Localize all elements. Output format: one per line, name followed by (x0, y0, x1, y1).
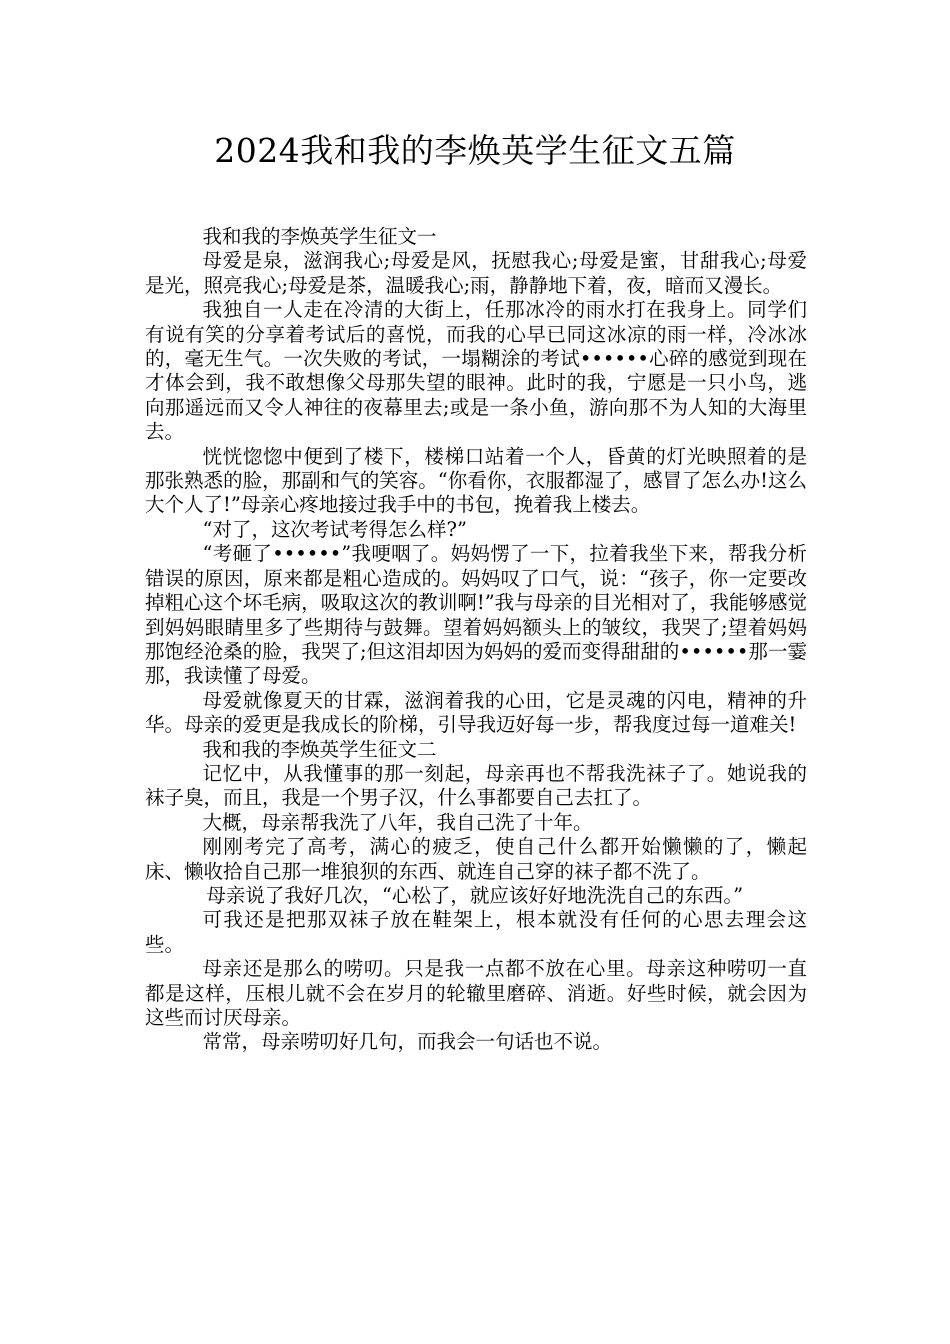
paragraph: 大概，母亲帮我洗了八年，我自己洗了十年。 (202, 810, 593, 834)
essay-heading-2: 我和我的李焕英学生征文二 (202, 737, 437, 761)
paragraph: “对了，这次考试考得怎么样?” (202, 517, 467, 541)
paragraph: 记忆中，从我懂事的那一刻起，母亲再也不帮我洗袜子了。她说我的袜子臭，而且，我是一个男子汉，什么事都要自己去扛了。 (145, 761, 807, 810)
paragraph: 刚刚考完了高考，满心的疲乏，使自己什么都开始懒懒的了，懒起床、懒收拾自己那一堆狼狈的东西、就连自己穿的袜子都不洗了。 (145, 835, 807, 883)
paragraph: 常常，母亲唠叨好几句，而我会一句话也不说。 (202, 1030, 613, 1054)
document-title: 2024我和我的李焕英学生征文五篇 (214, 131, 736, 170)
paragraph: 我独自一人走在冷清的大街上，任那冰冷的雨水打在我身上。同学们有说有笑的分享着考试后的喜悦，而我的心早已同这冰凉的雨一样，冷冰冰的，毫无生气。一次失败的考试，一塌糊涂的考试••••••心碎的感觉到现在才体会到，我不敢想像父母那失望的眼神。此时的我，宁愿是一只小鸟，逃向那遥远而又令人神往的夜幕里去;或是一条小鱼，游向那不为人知的大海里去。 (145, 298, 807, 444)
paragraph: 可我还是把那双袜子放在鞋架上，根本就没有任何的心思去理会这些。 (145, 908, 807, 956)
document-body (145, 225, 807, 1055)
paragraph: 母亲还是那么的唠叨。只是我一点都不放在心里。母亲这种唠叨一直都是这样，压根儿就不会在岁月的轮辙里磨碎、消逝。好些时候，就会因为这些而讨厌母亲。 (145, 957, 807, 1029)
paragraph: “考砸了••••••”我哽咽了。妈妈愣了一下，拉着我坐下来，帮我分析错误的原因，原来都是粗心造成的。妈妈叹了口气，说：“孩子，你一定要改掉粗心这个坏毛病，吸取这次的教训啊!”我与母亲的目光相对了，我能够感觉到妈妈眼睛里多了些期待与鼓舞。望着妈妈额头上的皱纹，我哭了;望着妈妈那饱经沧桑的脸，我哭了;但这泪却因为妈妈的爱而变得甜甜的••••••那一霎那，我读懂了母爱。 (145, 542, 807, 688)
paragraph: 母亲说了我好几次，“心松了，就应该好好地洗洗自己的东西。” (206, 883, 744, 907)
paragraph: 母爱是泉，滋润我心;母爱是风，抚慰我心;母爱是蜜，甘甜我心;母爱是光，照亮我心;母爱是茶，温暖我心;雨，静静地下着，夜，暗而又漫长。 (145, 249, 807, 297)
paragraph: 恍恍惚惚中便到了楼下，楼梯口站着一个人，昏黄的灯光映照着的是那张熟悉的脸，那副和气的笑容。“你看你，衣服都湿了，感冒了怎么办!这么大个人了!”母亲心疼地接过我手中的书包，挽着我上楼去。 (145, 444, 807, 517)
essay-heading-1: 我和我的李焕英学生征文一 (202, 225, 437, 248)
paragraph: 母爱就像夏天的甘霖，滋润着我的心田，它是灵魂的闪电，精神的升华。母亲的爱更是我成长的阶梯，引导我迈好每一步，帮我度过每一道难关! (145, 688, 807, 737)
